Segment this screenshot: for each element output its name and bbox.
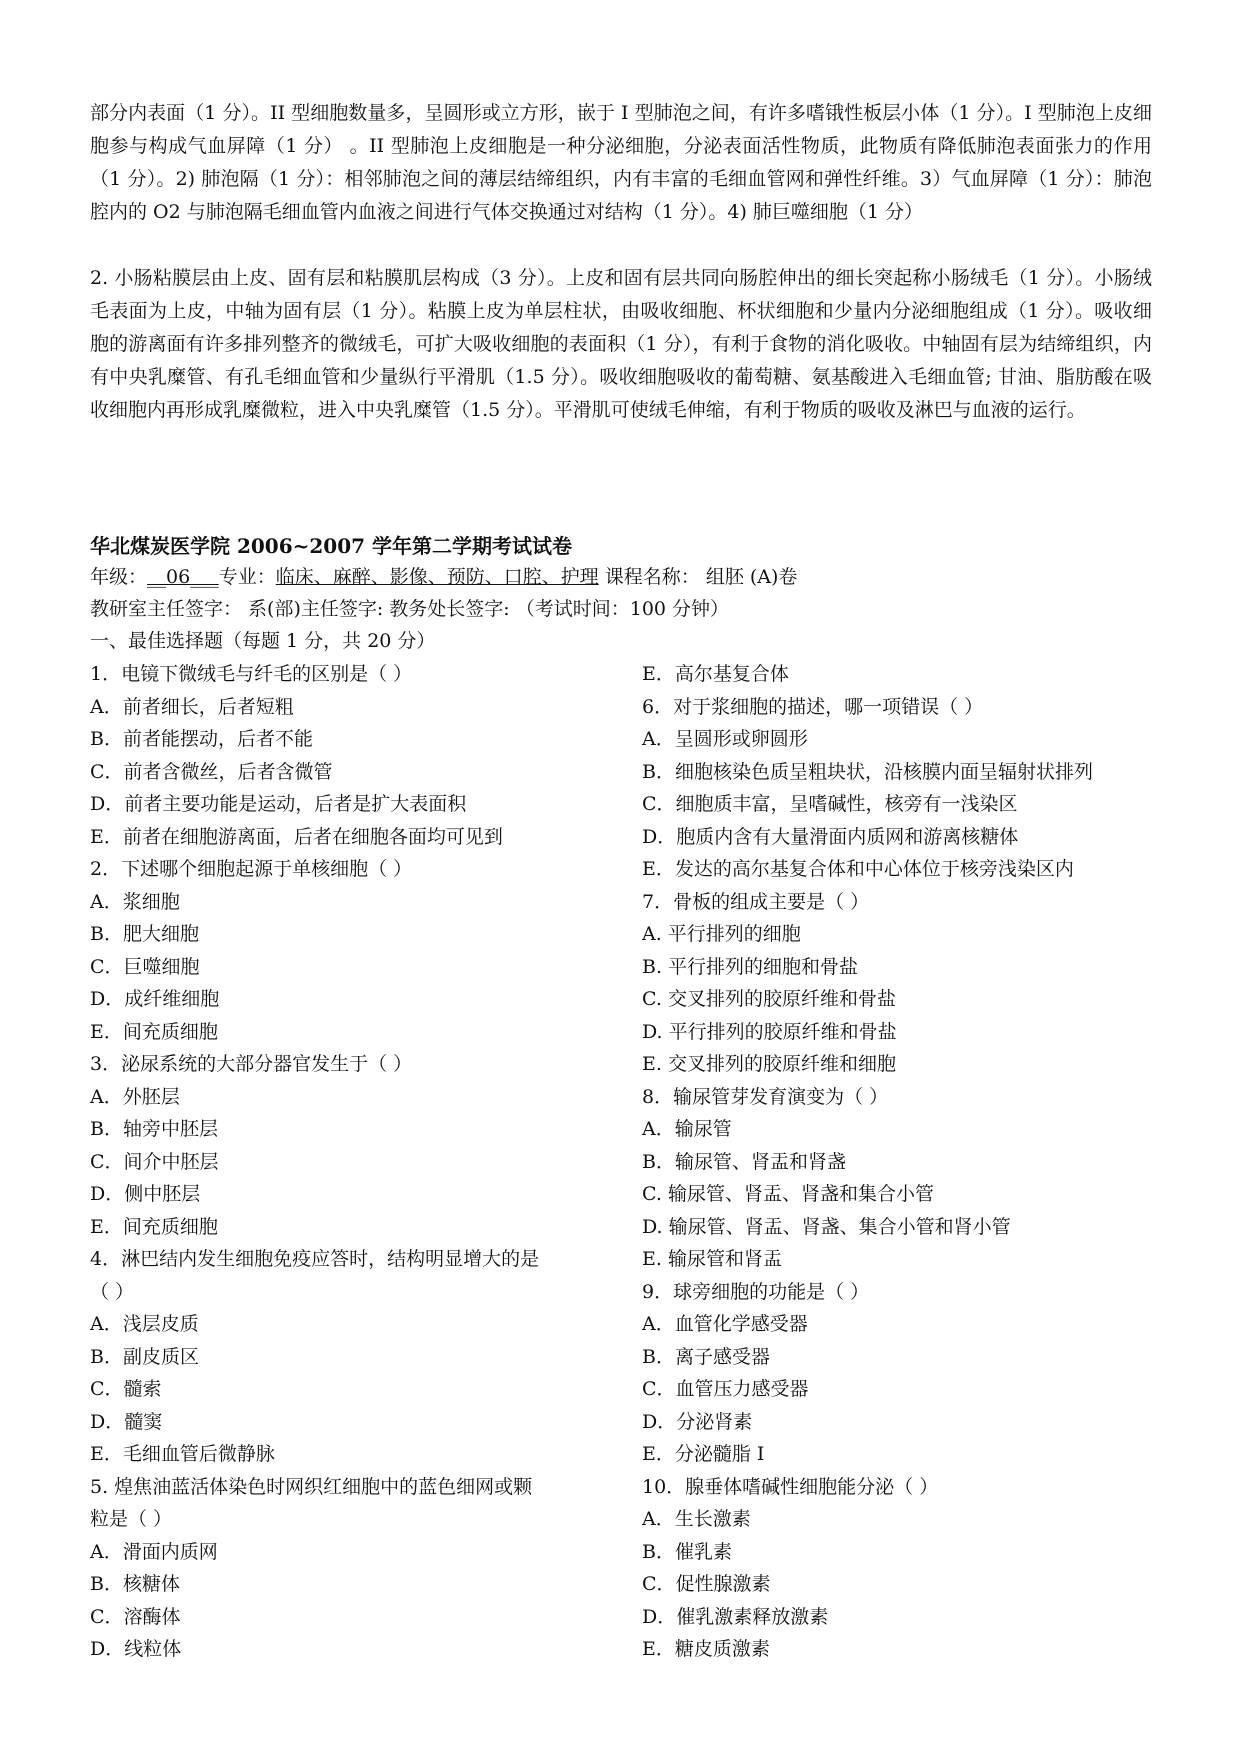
answer-option: C. 交叉排列的胶原纤维和骨盐 bbox=[642, 988, 896, 1010]
question-line: 5. 煌焦油蓝活体染色时网织红细胞中的蓝色细网或颗 bbox=[90, 1475, 533, 1498]
answer-text: 2. 小肠粘膜层由上皮、固有层和粘膜肌层构成（3 分）。上皮和固有层共同向肠腔伸出的细长突起称小肠绒毛（1 分）。小肠绒毛表面为上皮，中轴为固有层（1 分）。粘膜上皮为单层柱状，由吸收细胞、杯状细胞和少量内分泌细胞组成（1 分）。吸收细胞的游离面有许多排列整齐的微绒毛，可扩大吸收细胞的表面积（1 分），有利于食物的消化吸收。中轴固有层为结缔组织，内有中央乳糜管、有孔毛细血管和少量纵行平滑肌（1.5 分）。吸收细胞吸收的葡萄糖、氨基酸进入毛细血管; 甘油、脂肪酸在吸收细胞内再形成乳糜微粒，进入中央乳糜管（1.5 分）。平滑肌可使绒毛伸缩，有利于物质的吸收及淋巴与血液的运行。 bbox=[90, 267, 1152, 421]
answer-option: D．分泌肾素 bbox=[642, 1410, 753, 1433]
major-label: 专业： bbox=[218, 566, 276, 588]
course-value: 组胚 (A)卷 bbox=[705, 566, 798, 588]
question-line: 8．输尿管芽发育演变为（ ） bbox=[642, 1085, 889, 1108]
answer-option: D. 输尿管、肾盂、肾盏、集合小管和肾小管 bbox=[642, 1215, 1011, 1238]
major-value: 临床、麻醉、影像、预防、口腔、护理 bbox=[275, 566, 599, 588]
answer-option: B．核糖体 bbox=[90, 1573, 180, 1595]
answer-option: B．轴旁中胚层 bbox=[90, 1118, 218, 1140]
question-line: 粒是（ ） bbox=[90, 1508, 173, 1530]
answer-option: E．间充质细胞 bbox=[90, 1215, 218, 1238]
grade-label: 年级： bbox=[90, 566, 148, 588]
exam-info-line bbox=[90, 562, 797, 592]
grade-value: __06___ bbox=[147, 566, 219, 588]
answer-option: B．催乳素 bbox=[642, 1540, 732, 1563]
answer-option: A．浆细胞 bbox=[90, 890, 180, 913]
answer-option: E．分泌髓脂 I bbox=[642, 1443, 765, 1465]
exam-title: 华北煤炭医学院 2006~2007 学年第二学期考试试卷 bbox=[90, 534, 573, 558]
section-title: 一、最佳选择题（每题 1 分，共 20 分） bbox=[90, 630, 436, 652]
answer-option: A．外胚层 bbox=[90, 1085, 180, 1108]
question-line: 7．骨板的组成主要是（ ） bbox=[642, 890, 870, 913]
answer-option: C．前者含微丝，后者含微管 bbox=[90, 760, 333, 783]
question-line: 9．球旁细胞的功能是（ ） bbox=[642, 1280, 870, 1303]
answer-option: A．呈圆形或卵圆形 bbox=[642, 728, 808, 750]
question-line: 4．淋巴结内发生细胞免疫应答时，结构明显增大的是 bbox=[90, 1248, 540, 1270]
answer-option: D．催乳激素释放激素 bbox=[642, 1605, 829, 1628]
answer-option: C．间介中胚层 bbox=[90, 1150, 219, 1173]
answer-option: D．前者主要功能是运动，后者是扩大表面积 bbox=[90, 793, 467, 815]
answer-option: A．前者细长，后者短粗 bbox=[90, 695, 294, 718]
answer-option: C．髓索 bbox=[90, 1378, 162, 1400]
answer-option: E．毛细血管后微静脉 bbox=[90, 1443, 275, 1465]
answer-text: 部分内表面（1 分）。II 型细胞数量多，呈圆形或立方形，嵌于 I 型肺泡之间，有许多嗜锇性板层小体（1 分）。I 型肺泡上皮细胞参与构成气血屏障（1 分） 。II 型肺泡上皮细胞是一种分泌细胞，分泌表面活性物质，此物质有降低肺泡表面张力的作用（1 分）。2) 肺泡隔（1 分）：相邻肺泡之间的薄层结缔组织，内有丰富的毛细血管网和弹性纤维。3）气血屏障（1 分）：肺泡腔内的 O2 与肺泡隔毛细血管内血液之间进行气体交换通过对结构（1 分）。4) 肺巨噬细胞（1 分） bbox=[90, 102, 1152, 223]
answer-option: B．副皮质区 bbox=[90, 1345, 199, 1368]
question-line: 10．腺垂体嗜碱性细胞能分泌（ ） bbox=[642, 1475, 939, 1498]
answer-option: E．高尔基复合体 bbox=[642, 663, 789, 685]
answer-option: B．输尿管、肾盂和肾盏 bbox=[642, 1150, 846, 1173]
answer-option: D．侧中胚层 bbox=[90, 1183, 201, 1205]
question-line: 1．电镜下微绒毛与纤毛的区别是（ ） bbox=[90, 663, 413, 685]
answer-option: D．线粒体 bbox=[90, 1638, 182, 1660]
course-label: 课程名称： bbox=[598, 566, 706, 588]
answer-option: E. 交叉排列的胶原纤维和细胞 bbox=[642, 1053, 896, 1075]
signature-line: 教研室主任签字： 系(部)主任签字: 教务处长签字: （考试时间：100 分钟） bbox=[90, 598, 730, 620]
answer-option: E. 输尿管和肾盂 bbox=[642, 1248, 782, 1270]
question-line: 2．下述哪个细胞起源于单核细胞（ ） bbox=[90, 858, 413, 880]
answer-option: A．生长激素 bbox=[642, 1508, 751, 1530]
answer-option: E．糖皮质激素 bbox=[642, 1638, 770, 1660]
question-line: 3．泌尿系统的大部分器官发生于（ ） bbox=[90, 1053, 413, 1075]
answer-option: C．血管压力感受器 bbox=[642, 1378, 809, 1400]
answer-option: D．髓窦 bbox=[90, 1410, 163, 1433]
answer-option: D．胞质内含有大量滑面内质网和游离核糖体 bbox=[642, 825, 1019, 848]
answer-option: A．血管化学感受器 bbox=[642, 1313, 808, 1335]
answer-paragraph-2 bbox=[90, 262, 1152, 427]
answer-option: A．输尿管 bbox=[642, 1118, 732, 1140]
answer-option: D. 平行排列的胶原纤维和骨盐 bbox=[642, 1020, 897, 1043]
answer-option: A．滑面内质网 bbox=[90, 1540, 218, 1563]
answer-option: B．前者能摆动，后者不能 bbox=[90, 728, 313, 750]
answer-option: B．离子感受器 bbox=[642, 1345, 770, 1368]
answer-option: B．肥大细胞 bbox=[90, 923, 199, 945]
answer-paragraph-1 bbox=[90, 97, 1152, 229]
question-line: 6．对于浆细胞的描述，哪一项错误（ ） bbox=[642, 695, 984, 718]
answer-option: E．间充质细胞 bbox=[90, 1020, 218, 1043]
questions-right-column bbox=[642, 658, 1162, 1666]
answer-option: E．前者在细胞游离面，后者在细胞各面均可见到 bbox=[90, 825, 503, 848]
questions-left-column bbox=[90, 658, 610, 1666]
answer-option: C．细胞质丰富，呈嗜碱性，核旁有一浅染区 bbox=[642, 793, 1018, 815]
answer-option: D．成纤维细胞 bbox=[90, 988, 220, 1010]
answer-option: B. 平行排列的细胞和骨盐 bbox=[642, 955, 859, 978]
answer-option: E．发达的高尔基复合体和中心体位于核旁浅染区内 bbox=[642, 858, 1074, 880]
answer-option: B．细胞核染色质呈粗块状，沿核膜内面呈辐射状排列 bbox=[642, 760, 1093, 783]
answer-option: C．溶酶体 bbox=[90, 1605, 181, 1628]
question-line: （ ） bbox=[90, 1280, 135, 1303]
answer-option: A. 平行排列的细胞 bbox=[642, 923, 801, 945]
answer-option: A．浅层皮质 bbox=[90, 1313, 199, 1335]
answer-option: C. 输尿管、肾盂、肾盏和集合小管 bbox=[642, 1183, 934, 1205]
answer-option: C．巨噬细胞 bbox=[90, 955, 200, 978]
answer-option: C．促性腺激素 bbox=[642, 1573, 771, 1595]
